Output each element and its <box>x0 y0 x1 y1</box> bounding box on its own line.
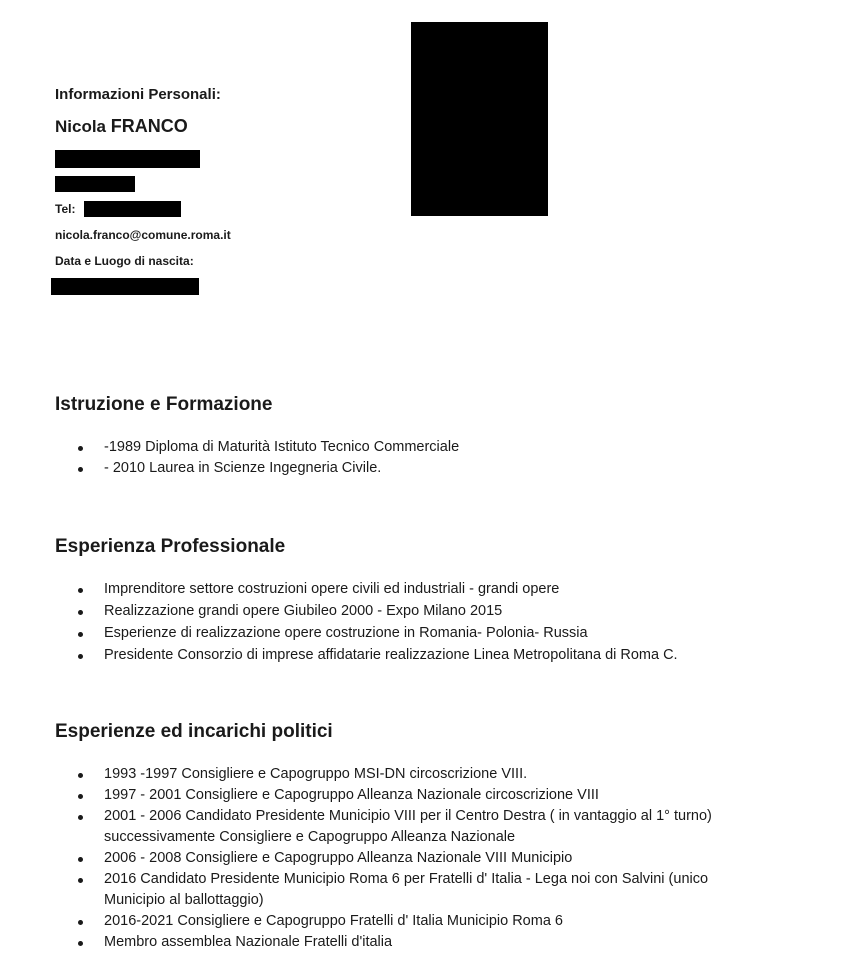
list-item: -1989 Diploma di Maturità Istituto Tecnico Commerciale <box>75 437 775 458</box>
person-name <box>55 116 188 137</box>
tel-label: Tel: <box>55 202 76 216</box>
list-item: 2006 - 2008 Consigliere e Capogruppo Alleanza Nazionale VIII Municipio <box>75 848 765 869</box>
politics-title: Esperienze ed incarichi politici <box>55 721 333 742</box>
list-item: 1997 - 2001 Consigliere e Capogruppo Alleanza Nazionale circoscrizione VIII <box>75 785 765 806</box>
list-item: - 2010 Laurea in Scienze Ingegneria Civile. <box>75 458 775 479</box>
phone-redacted <box>84 201 181 217</box>
list-item: Membro assemblea Nazionale Fratelli d'italia <box>75 932 765 953</box>
list-item: 1993 -1997 Consigliere e Capogruppo MSI-DN circoscrizione VIII. <box>75 764 765 785</box>
list-item: Esperienze di realizzazione opere costruzione in Romania- Polonia- Russia <box>75 623 795 644</box>
list-item: 2016 Candidato Presidente Municipio Roma 6 per Fratelli d' Italia - Lega noi con Salvini (unico Municipio al ballottaggio) <box>75 869 765 911</box>
experience-title: Esperienza Professionale <box>55 536 286 557</box>
last-name: FRANCO <box>110 116 188 136</box>
email-text: nicola.franco@comune.roma.it <box>55 228 231 242</box>
experience-list <box>75 579 795 667</box>
politics-list <box>75 764 765 953</box>
education-title: Istruzione e Formazione <box>55 394 273 415</box>
list-item: Realizzazione grandi opere Giubileo 2000 - Expo Milano 2015 <box>75 601 795 622</box>
birth-label: Data e Luogo di nascita: <box>55 254 194 268</box>
first-name: Nicola <box>55 117 107 136</box>
birth-redacted <box>51 278 199 295</box>
list-item: 2001 - 2006 Candidato Presidente Municipio VIII per il Centro Destra ( in vantaggio al 1° turno) successivamente Consigliere e Capogruppo Alleanza Nazionale <box>75 806 765 848</box>
photo-redacted <box>411 22 548 216</box>
personal-info-heading: Informazioni Personali: <box>55 86 221 103</box>
education-list <box>75 437 775 479</box>
list-item: 2016-2021 Consigliere e Capogruppo Fratelli d' Italia Municipio Roma 6 <box>75 911 765 932</box>
list-item: Imprenditore settore costruzioni opere civili ed industriali - grandi opere <box>75 579 795 600</box>
list-item: Presidente Consorzio di imprese affidatarie realizzazione Linea Metropolitana di Roma C. <box>75 645 795 666</box>
address-redacted <box>55 150 200 168</box>
city-redacted <box>55 176 135 192</box>
